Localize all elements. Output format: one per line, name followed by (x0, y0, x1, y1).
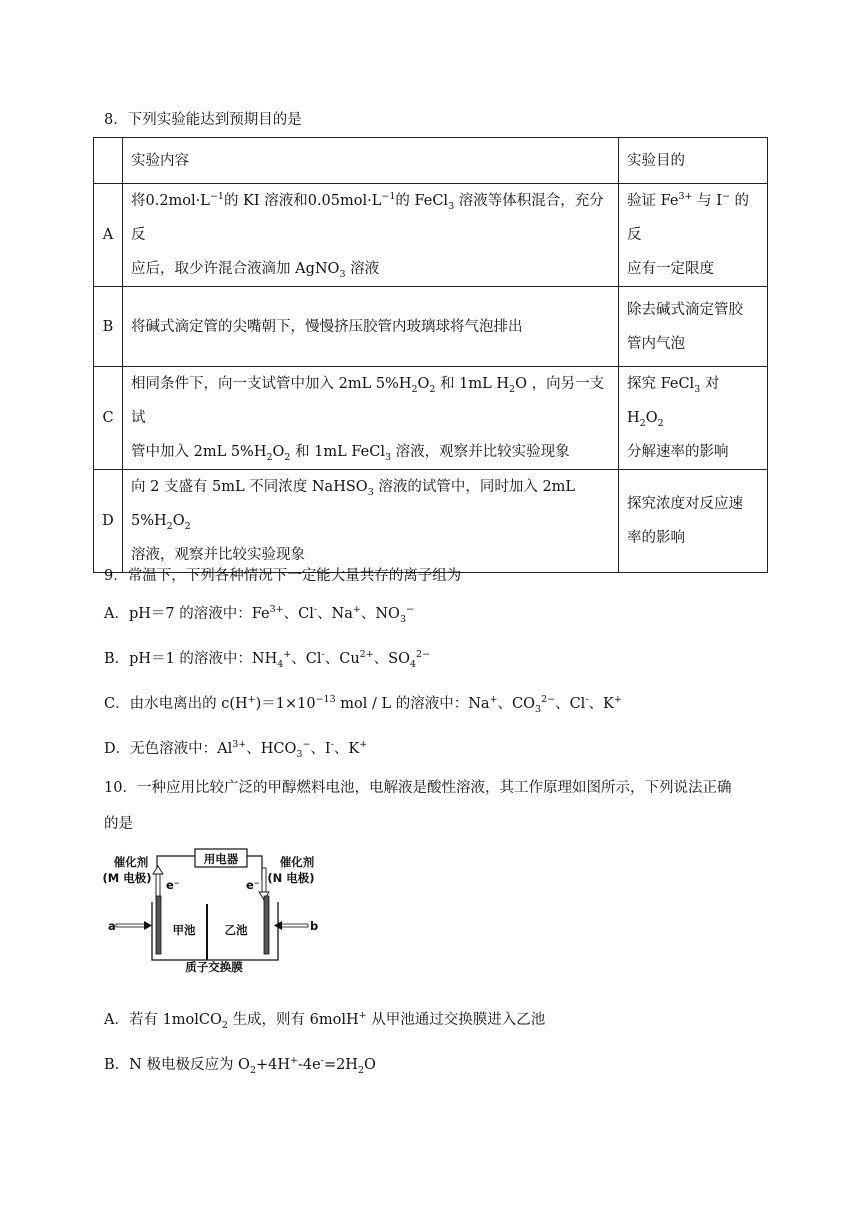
table-row (94, 287, 768, 367)
row-label: D (94, 470, 123, 573)
question-9-option-a: A．pH＝7 的溶液中：$Fe^{3+}$、Cl-、Na+、$NO_3^-$ (104, 604, 414, 625)
row-content: 将$0.2mol\cdot L^{-1}$的 KI 溶液和$0.05mol\cdot L^{-1}$的 FeCl$_3$ 溶液等体积混合，充分反 应后，取少许混合液滴加 AgNO$_3$ 溶液 (123, 184, 619, 287)
right-cell-label: 乙池 (224, 923, 248, 937)
question-10-stem-line2: 的是 (104, 816, 133, 832)
table-row (94, 184, 768, 287)
question-8-stem: 8．下列实验能达到预期目的是 (104, 112, 302, 128)
header-purpose-cell: 实验目的 (619, 138, 768, 184)
header-label-cell (94, 138, 123, 184)
right-electrode-label: (N 电极) (267, 871, 315, 885)
membrane-label: 质子交换膜 (185, 960, 243, 973)
question-10-stem-line1: 10．一种应用比较广泛的甲醇燃料电池，电解液是酸性溶液，其工作原理如图所示，下列说法正确 (104, 780, 732, 796)
right-electron-label: e⁻ (246, 878, 260, 892)
row-label: A (94, 184, 123, 287)
left-catalyst-label: 催化剂 (113, 855, 149, 869)
n-electrode (264, 896, 269, 954)
experiment-table (93, 137, 768, 573)
question-9-option-b: B．pH＝1 的溶液中：$NH_4^+$、Cl-、$Cu^{2+}$、$SO_4^{2-}$ (104, 649, 431, 670)
right-inlet-label: b (310, 919, 319, 933)
row-purpose: 探究浓度对反应速 率的影响 (619, 470, 768, 573)
table-row (94, 367, 768, 470)
left-electrode-label: (M 电极) (102, 871, 152, 885)
left-electron-arrow-icon (153, 866, 163, 898)
right-inlet-arrow-icon (274, 921, 308, 930)
fuel-cell-diagram (102, 848, 332, 973)
left-electron-label: e⁻ (166, 878, 180, 892)
row-purpose: 探究 FeCl$_3$ 对 $H_2O_2$ 分解速率的影响 (619, 367, 768, 470)
row-label: B (94, 287, 123, 367)
row-purpose: 除去碱式滴定管胶 管内气泡 (619, 287, 768, 367)
question-9-option-c: C．由水电离出的 $c(H^+)=1\times 10^{-13}$ mol / L 的溶液中：Na+、$CO_3^{2-}$、Cl-、K+ (104, 694, 622, 715)
question-10-option-b: B．N 极电极反应为 $O_2+4H^+-4e^-=2H_2O$ (104, 1055, 376, 1076)
m-electrode (156, 896, 161, 954)
device-label: 用电器 (203, 852, 239, 866)
row-content: 向 2 支盛有 5mL 不同浓度 NaHSO$_3$ 溶液的试管中，同时加入 2mL $5\%H_2O_2$ 溶液，观察并比较实验现象 (123, 470, 619, 573)
left-inlet-arrow-icon (116, 921, 152, 930)
table-header-row (94, 138, 768, 184)
question-10-option-a: A．若有 1molCO$_2$ 生成，则有 6molH+ 从甲池通过交换膜进入乙池 (104, 1010, 546, 1031)
row-content: 将碱式滴定管的尖嘴朝下，慢慢挤压胶管内玻璃球将气泡排出 (123, 287, 619, 367)
table-row (94, 470, 768, 573)
right-catalyst-label: 催化剂 (279, 855, 315, 869)
question-9-stem: 9．常温下，下列各种情况下一定能大量共存的离子组为 (104, 568, 462, 584)
left-cell-label: 甲池 (172, 923, 196, 937)
question-9-option-d: D．无色溶液中：$Al^{3+}$、$HCO_3^-$、I-、K+ (104, 739, 368, 760)
row-label: C (94, 367, 123, 470)
row-content: 相同条件下，向一支试管中加入 2mL $5\%H_2O_2$ 和 1mL $H_2O$ ，向另一支试 管中加入 2mL $5\%H_2O_2$ 和 1mL FeCl$_3$ 溶液，观察并比较实验现象 (123, 367, 619, 470)
row-purpose: 验证 $Fe^{3+}$ 与 I− 的反 应有一定限度 (619, 184, 768, 287)
cell-container (152, 902, 278, 960)
header-content-cell: 实验内容 (123, 138, 619, 184)
left-inlet-label: a (108, 919, 116, 933)
